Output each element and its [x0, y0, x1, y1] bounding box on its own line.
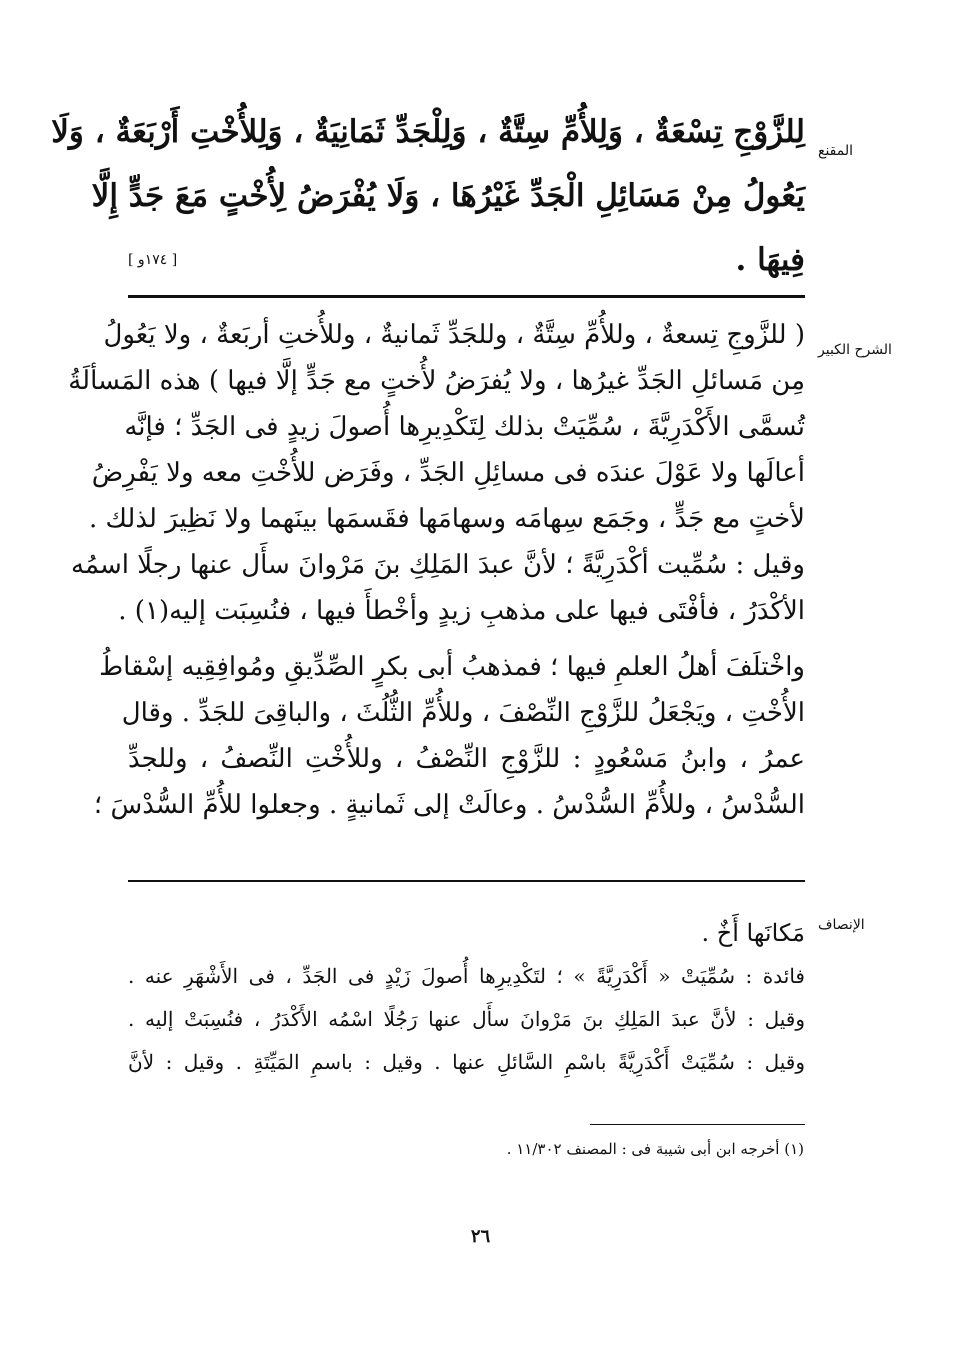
page-number: ٢٦: [470, 1226, 491, 1247]
muqni-line: يَعُولُ مِنْ مَسَائِلِ الْجَدِّ غَيْرُهَا ، وَلَا يُفْرَضُ لِأُخْتٍ مَعَ جَدٍّ إِلَّا: [91, 178, 805, 214]
insaf-line: وقيل : سُمِّيَتْ أَكْدَرِيَّةً باسْمِ السَّائلِ عنها . وقيل : باسمِ المَيِّتَةِ . وقيل : لأنَّ: [128, 1050, 805, 1074]
label-insaf: الإنصاف: [818, 917, 865, 933]
muqni-line-last: [128, 228, 805, 292]
insaf-line: وقيل : لأنَّ عبدَ المَلِكِ بنَ مَرْوانَ سأَل عنها رَجُلًا اسْمُه الأَكْدَرُ ، فنُسِبَتْ إليه .: [128, 1007, 805, 1031]
folio-reference: [ ١٧٤و ]: [128, 252, 178, 268]
sharh-line: عمرُ ، وابنُ مَسْعُودٍ : للزَّوْجِ النِّصْفُ ، وللأُخْتِ النِّصفُ ، وللجدِّ: [128, 744, 805, 774]
sharh-line: واخْتلَفَ أهلُ العلمِ فيها ؛ فمذهبُ أبى بكرٍ الصِّدِّيقِ ومُوافِقِيه إسْقاطُ: [99, 652, 805, 682]
sharh-line: ( للزَّوجِ تِسعةٌ ، وللأُمِّ سِتَّةٌ ، وللجَدِّ ثَمانيةٌ ، وللأُختِ أربَعةٌ ، ولا يَعُولُ: [103, 320, 805, 350]
sharh-line: وقيل : سُمِّيت أكْدَرِيَّةً ؛ لأنَّ عبدَ المَلِكِ بنَ مَرْوانَ سأَل عنها رجلًا اسمُه: [71, 550, 805, 580]
insaf-line: فائدة : سُمِّيَتْ « أَكْدَرِيَّةً » ؛ لتَكْدِيرِها أُصولَ زَيْدٍ فى الجَدِّ ، فى الأَشْهَرِ عنه .: [128, 964, 805, 988]
sharh-line: مِن مَسائلِ الجَدِّ غيرُها ، ولا يُفرَضُ لأُختٍ مع جَدٍّ إلَّا فيها ) هذه المَسألَةُ: [68, 366, 805, 396]
label-muqni: المقنع: [818, 143, 854, 159]
sharh-line: الأُخْتِ ، ويَجْعَلُ للزَّوْجِ النِّصْفَ ، وللأُمِّ الثُّلُثَ ، والباقِىَ للجَدِّ . وقال: [121, 698, 805, 728]
sharh-line: الأكْدَرُ ، فأفْتَى فيها على مذهبِ زيدٍ وأخْطأَ فيها ، فنُسِبَت إليه(١) .: [118, 596, 805, 626]
muqni-line: لِلزَّوْجِ تِسْعَةٌ ، وَلِلأُمِّ سِتَّةٌ ، وَلِلْجَدِّ ثَمَانِيَةٌ ، وَلِلأُخْتِ أَرْبَعَةٌ ، وَلَا: [51, 114, 805, 150]
insaf-line: مَكانَها أَخٌ .: [701, 919, 805, 947]
section-divider: [128, 880, 805, 882]
sharh-line: أعالَها ولا عَوْلَ عندَه فى مسائِلِ الجَدِّ ، وفَرَض للأُخْتِ معه ولا يَفْرِضُ: [91, 458, 805, 488]
muqni-text: [51, 100, 805, 292]
sharh-line: لأختٍ مع جَدٍّ ، وجَمَع سِهامَه وسهامَها فقَسمَها بينَهما ولا نَظِيرَ لذلك .: [88, 504, 805, 534]
sharh-text: [68, 312, 805, 828]
insaf-text: [128, 912, 805, 1084]
section-divider: [128, 295, 805, 298]
sharh-line: السُّدْسُ ، وللأُمِّ السُّدْسُ . وعالَتْ إلى ثَمانيةٍ . وجعلوا للأُمِّ السُّدْسَ ؛: [93, 790, 805, 820]
footnote: (١) أخرجه ابن أبى شيبة فى : المصنف ١١/٣٠٢ .: [506, 1140, 804, 1158]
muqni-line-text: فِيهَا .: [735, 242, 805, 278]
footnote-rule: [590, 1124, 805, 1125]
label-sharh: الشرح الكبير: [818, 342, 892, 358]
sharh-line: تُسمَّى الأَكْدَرِيَّةَ ، سُمِّيَتْ بذلك لِتَكْدِيرِها أُصولَ زيدٍ فى الجَدِّ ؛ فإنَّه: [124, 412, 805, 442]
